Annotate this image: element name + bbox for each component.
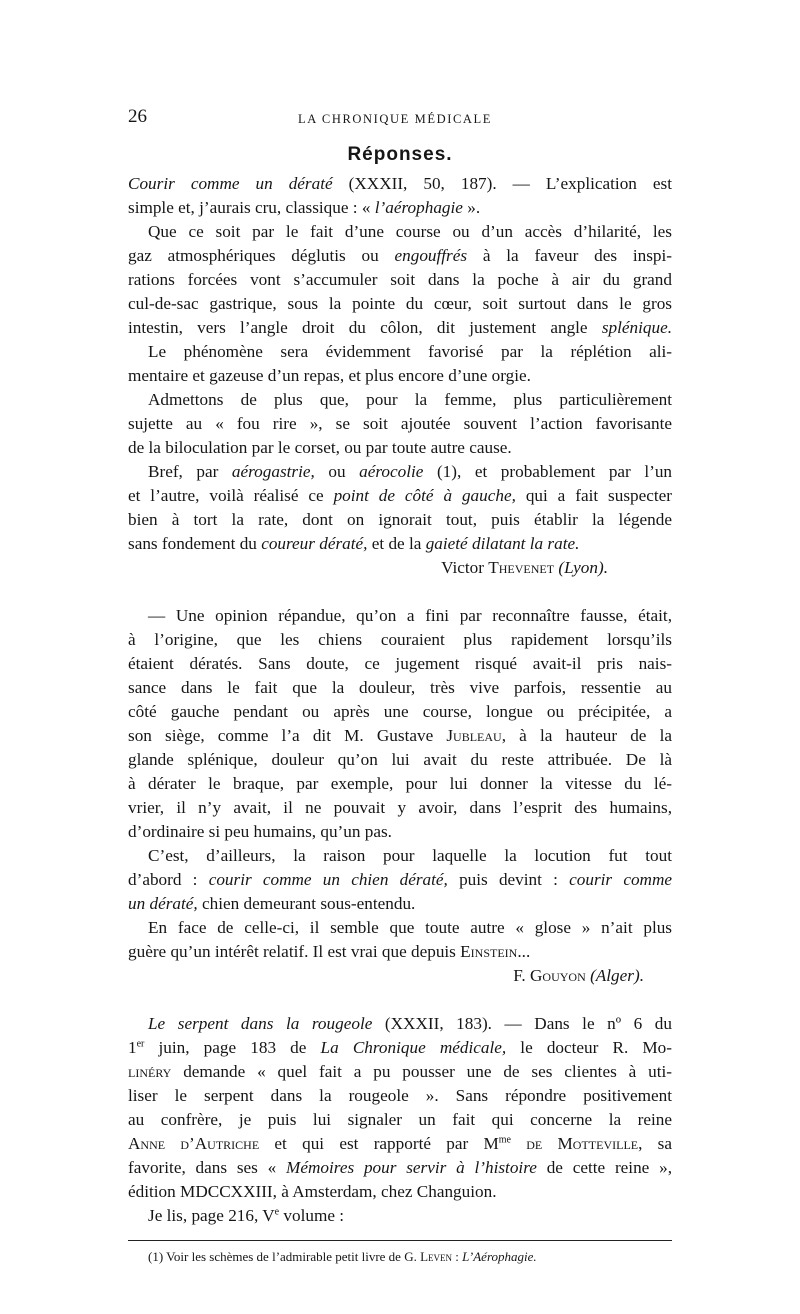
text-line: vrier, il n’y avait, il ne pouvait y avoir, dans l’esprit des humains, — [128, 798, 672, 817]
text-line: sans fondement du coureur dératé, et de la gaieté dilatant la rate. — [128, 534, 580, 553]
text-line: cul-de-sac gastrique, sous la pointe du cœur, soit surtout dans le gros — [128, 294, 672, 313]
text-line: — Une opinion répandue, qu’on a fini par reconnaître fausse, était, — [148, 606, 672, 625]
text-line: Admettons de plus que, pour la femme, plus particulièrement — [148, 390, 672, 409]
text-line: côté gauche pendant ou après une course, longue ou précipitée, a — [128, 702, 672, 721]
text-line: Je lis, page 216, Ve volume : — [148, 1206, 345, 1225]
running-header — [128, 106, 670, 132]
text-line: étaient dératés. Sans doute, ce jugement risqué avait-il pris nais- — [128, 654, 672, 673]
text-line: Le phénomène sera évidemment favorisé par la réplétion ali- — [148, 342, 672, 361]
text-line: liser le serpent dans la rougeole ». Sans répondre positivement — [128, 1086, 672, 1105]
text-line: favorite, dans ses « Mémoires pour servir à l’histoire de cette reine », — [128, 1158, 672, 1177]
text-line: Courir comme un dératé (XXXII, 50, 187). — L’explication est — [128, 174, 672, 193]
text-line: Anne d’Autriche et qui est rapporté par $M^{me}$ de Motteville, sa — [128, 1134, 672, 1153]
text-line: à l’origine, que les chiens couraient plus rapidement lorsqu’ils — [128, 630, 672, 649]
text-line: sance dans le fait que la douleur, très vive parfois, ressentie au — [128, 678, 672, 697]
signature: F. Gouyon (Alger). — [513, 966, 644, 985]
text-line: gaz atmosphériques déglutis ou engouffrés à la faveur des inspi- — [128, 246, 672, 265]
signature: Victor Thevenet (Lyon). — [441, 558, 608, 577]
footnote: (1) Voir les schèmes de l’admirable petit livre de G. Leven : L’Aérophagie. — [148, 1249, 537, 1264]
text-line: C’est, d’ailleurs, la raison pour laquelle la locution fut tout — [148, 846, 672, 865]
text-line: au confrère, je puis lui signaler un fait qui concerne la reine — [128, 1110, 672, 1129]
text-line: un dératé, chien demeurant sous-entendu. — [128, 894, 416, 913]
text-line: 1er juin, page 183 de La Chronique médicale, le docteur R. Mo- — [128, 1038, 673, 1057]
text-line: guère qu’un intérêt relatif. Il est vrai que depuis Einstein... — [128, 942, 531, 961]
text-line: rations forcées vont s’accumuler soit dans la poche à air du grand — [128, 270, 672, 289]
text-line: et l’autre, voilà réalisé ce point de côté à gauche, qui a fait suspecter — [128, 486, 672, 505]
text-line: d’abord : courir comme un chien dératé, puis devint : courir comme — [128, 870, 672, 889]
text-line: de la biloculation par le corset, ou par toute autre cause. — [128, 438, 512, 457]
section-title: Réponses. — [347, 144, 453, 165]
page-number: 26 — [128, 106, 147, 127]
text-line: Que ce soit par le fait d’une course ou d’un accès d’hilarité, les — [148, 222, 672, 241]
text-line: mentaire et gazeuse d’un repas, et plus encore d’une orgie. — [128, 366, 531, 385]
text-line: son siège, comme l’a dit M. Gustave Jubleau, à la hauteur de la — [128, 726, 672, 745]
text-line: sujette au « fou rire », se soit ajoutée souvent l’action favorisante — [128, 414, 672, 433]
text-line: édition MDCCXXIII, à Amsterdam, chez Changuion. — [128, 1182, 497, 1201]
text-line: simple et, j’aurais cru, classique : « l’aérophagie ». — [128, 198, 481, 217]
text-line: linéry demande « quel fait a pu pousser une de ses clientes à uti- — [128, 1062, 672, 1081]
text-line: intestin, vers l’angle droit du côlon, dit justement angle splénique. — [128, 318, 672, 337]
text-line: Le serpent dans la rougeole (XXXII, 183). — Dans le nº 6 du — [148, 1014, 672, 1033]
text-line: En face de celle-ci, il semble que toute autre « glose » n’ait plus — [148, 918, 672, 937]
text-line: bien à tort la rate, dont on ignorait tout, puis établir la légende — [128, 510, 672, 529]
running-title: LA CHRONIQUE MÉDICALE — [298, 112, 493, 126]
text-line: d’ordinaire si peu humains, qu’un pas. — [128, 822, 392, 841]
text-line: à dérater le braque, par exemple, pour lui donner la vitesse du lé- — [128, 774, 672, 793]
text-line: Bref, par aérogastrie, ou aérocolie (1), et probablement par l’un — [148, 462, 673, 481]
text-line: glande splénique, douleur qu’on lui avait du reste attribuée. De là — [128, 750, 672, 769]
